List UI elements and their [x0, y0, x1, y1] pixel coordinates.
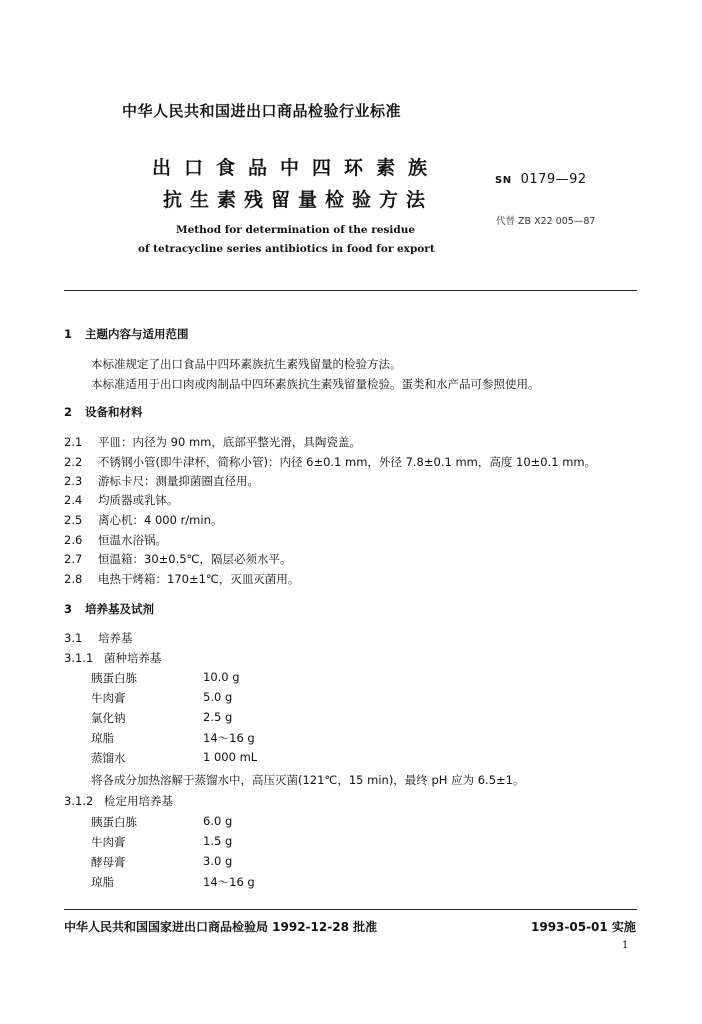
list-item: [64, 571, 299, 587]
english-title-line2: of tetracycline series antibiotics in food for export: [138, 243, 435, 255]
item-number: 2.5: [64, 513, 83, 527]
ingredient-row: [91, 690, 341, 706]
item-text: 均质器或乳钵。: [98, 493, 179, 507]
item-number: 2.6: [64, 533, 83, 547]
item-text: 离心机：4 000 r/min。: [98, 513, 223, 527]
subsection-heading: [64, 630, 133, 646]
subsection-number: 3.1: [64, 631, 83, 645]
preparation-note: 将各成分加热溶解于蒸馏水中，高压灭菌(121℃，15 min)，最终 pH 应为 6.5±1。: [91, 773, 525, 787]
list-item: [64, 532, 167, 548]
item-text: 平皿：内径为 90 mm，底部平整光滑，具陶瓷盖。: [98, 435, 361, 449]
ingredient-name: 酵母膏: [91, 855, 126, 869]
item-number: 2.2: [64, 455, 83, 469]
replaces-standard: 代替 ZB X22 005—87: [496, 216, 596, 227]
footer-divider: [64, 909, 637, 910]
paragraph: 本标准适用于出口肉或肉制品中四环素族抗生素残留量检验。蛋类和水产品可参照使用。: [91, 377, 540, 391]
ingredient-amount: 1.5 g: [203, 834, 233, 848]
document-title-line1: 出口食品中四环素族: [152, 157, 441, 179]
ingredient-name: 琼脂: [91, 731, 114, 745]
item-text: 游标卡尺：测量抑菌圈直径用。: [98, 474, 259, 488]
standard-number: [495, 172, 587, 187]
header-divider: [64, 290, 637, 291]
section-title: 设备和材料: [85, 405, 143, 419]
page-number: 1: [622, 940, 629, 951]
section-title: 培养基及试剂: [85, 602, 154, 616]
section-heading: [64, 601, 154, 617]
subsection-heading: [64, 793, 173, 809]
item-number: 2.7: [64, 552, 83, 566]
item-number: 2.8: [64, 572, 83, 586]
ingredient-row: [91, 750, 341, 766]
list-item: [64, 473, 259, 489]
subsection-number: 3.1.1: [64, 651, 94, 665]
ingredient-amount: 5.0 g: [203, 690, 233, 704]
list-item: [64, 512, 222, 528]
ingredient-row: [91, 874, 341, 890]
subsection-title: 培养基: [98, 631, 133, 645]
section-number: 2: [64, 405, 73, 419]
ingredient-name: 胰蛋白胨: [91, 671, 137, 685]
item-text: 不锈钢小管(即牛津杯，简称小管)：内径 6±0.1 mm，外径 7.8±0.1 mm，高度 10±0.1 mm。: [98, 455, 597, 469]
list-item: [64, 454, 596, 470]
ingredient-row: [91, 814, 341, 830]
ingredient-amount: 2.5 g: [203, 710, 233, 724]
ingredient-name: 琼脂: [91, 875, 114, 889]
item-text: 恒温箱：30±0.5℃，隔层必须水平。: [98, 552, 292, 566]
subsection-heading: [64, 650, 162, 666]
section-heading: [64, 326, 189, 342]
paragraph: 本标准规定了出口食品中四环素族抗生素残留量的检验方法。: [91, 357, 402, 371]
ingredient-name: 氯化钠: [91, 711, 126, 725]
item-number: 2.3: [64, 474, 83, 488]
item-number: 2.4: [64, 493, 83, 507]
ingredient-name: 胰蛋白胨: [91, 815, 137, 829]
ingredient-name: 蒸馏水: [91, 751, 126, 765]
list-item: [64, 551, 291, 567]
standard-prefix: SN: [495, 175, 512, 186]
ingredient-row: [91, 854, 341, 870]
ingredient-amount: 3.0 g: [203, 854, 233, 868]
ingredient-row: [91, 834, 341, 850]
list-item: [64, 492, 179, 508]
ingredient-name: 牛肉膏: [91, 691, 126, 705]
industry-standard-title: 中华人民共和国进出口商品检验行业标准: [122, 102, 402, 120]
list-item: [64, 434, 361, 450]
section-heading: [64, 404, 143, 420]
approval-statement: 中华人民共和国国家进出口商品检验局 1992-12-28 批准: [64, 920, 378, 934]
ingredient-amount: 10.0 g: [203, 670, 240, 684]
subsection-number: 3.1.2: [64, 794, 94, 808]
ingredient-amount: 6.0 g: [203, 814, 233, 828]
document-title-line2: 抗生素残留量检验方法: [163, 189, 434, 211]
ingredient-name: 牛肉膏: [91, 835, 126, 849]
ingredient-amount: 14～16 g: [203, 875, 255, 889]
ingredient-amount: 14～16 g: [203, 731, 255, 745]
ingredient-row: [91, 670, 341, 686]
item-text: 电热干烤箱：170±1℃，灭皿灭菌用。: [98, 572, 300, 586]
item-number: 2.1: [64, 435, 83, 449]
ingredient-row: [91, 710, 341, 726]
ingredient-row: [91, 730, 341, 746]
ingredient-amount: 1 000 mL: [203, 750, 258, 764]
standard-code: 0179—92: [520, 172, 587, 187]
section-title: 主题内容与适用范围: [85, 327, 189, 341]
english-title-line1: Method for determination of the residue: [176, 224, 416, 236]
section-number: 3: [64, 602, 73, 616]
section-number: 1: [64, 327, 73, 341]
item-text: 恒温水浴锅。: [98, 533, 167, 547]
implementation-date: 1993-05-01 实施: [531, 920, 636, 934]
subsection-title: 检定用培养基: [104, 794, 173, 808]
subsection-title: 菌种培养基: [104, 651, 162, 665]
